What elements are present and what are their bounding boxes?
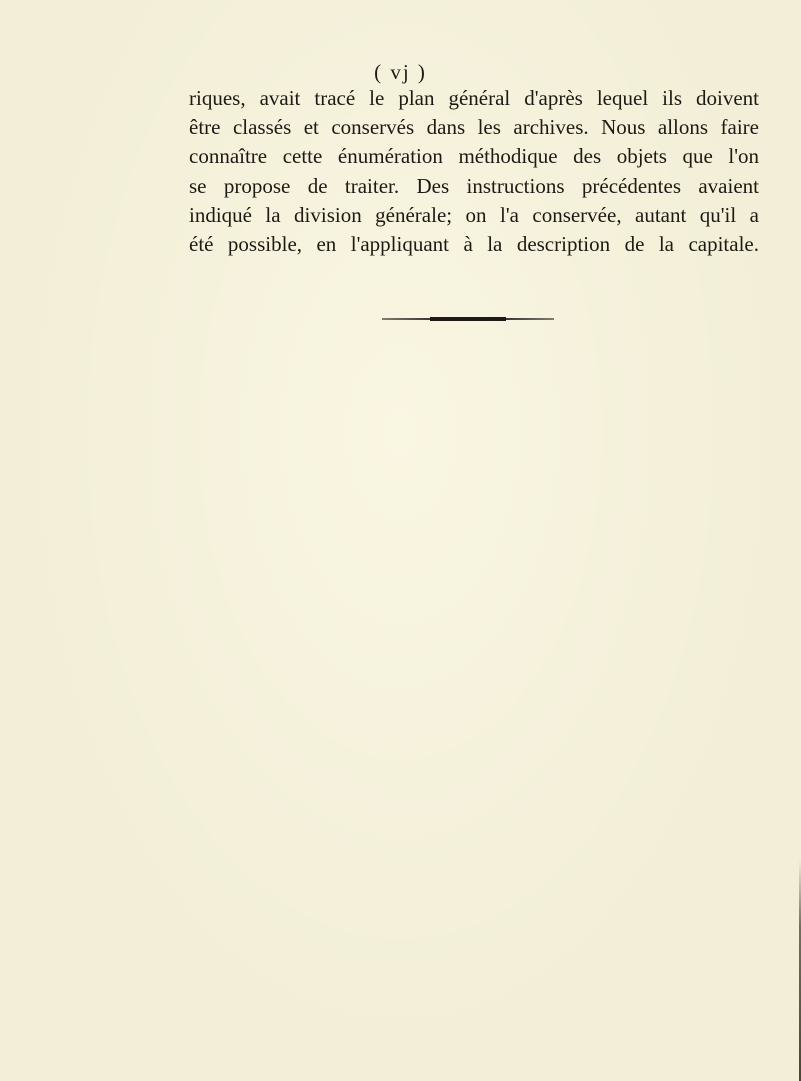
text-line: indiqué la division générale; on l'a conservée, autant qu'il a <box>189 202 759 227</box>
text-line: être classés et conservés dans les archives. Nous allons faire <box>189 115 759 140</box>
text-line: été possible, en l'appliquant à la description de la capitale. <box>189 231 759 256</box>
text-line: riques, avait tracé le plan général d'après lequel ils doivent <box>189 86 759 110</box>
text-line: connaître cette énumération méthodique des objets que l'on <box>189 144 759 169</box>
page-number: ( vj ) <box>374 60 427 84</box>
section-divider-center <box>430 317 506 321</box>
paragraph <box>189 84 759 259</box>
text-line: se propose de traiter. Des instructions précédentes avaient <box>189 173 759 198</box>
